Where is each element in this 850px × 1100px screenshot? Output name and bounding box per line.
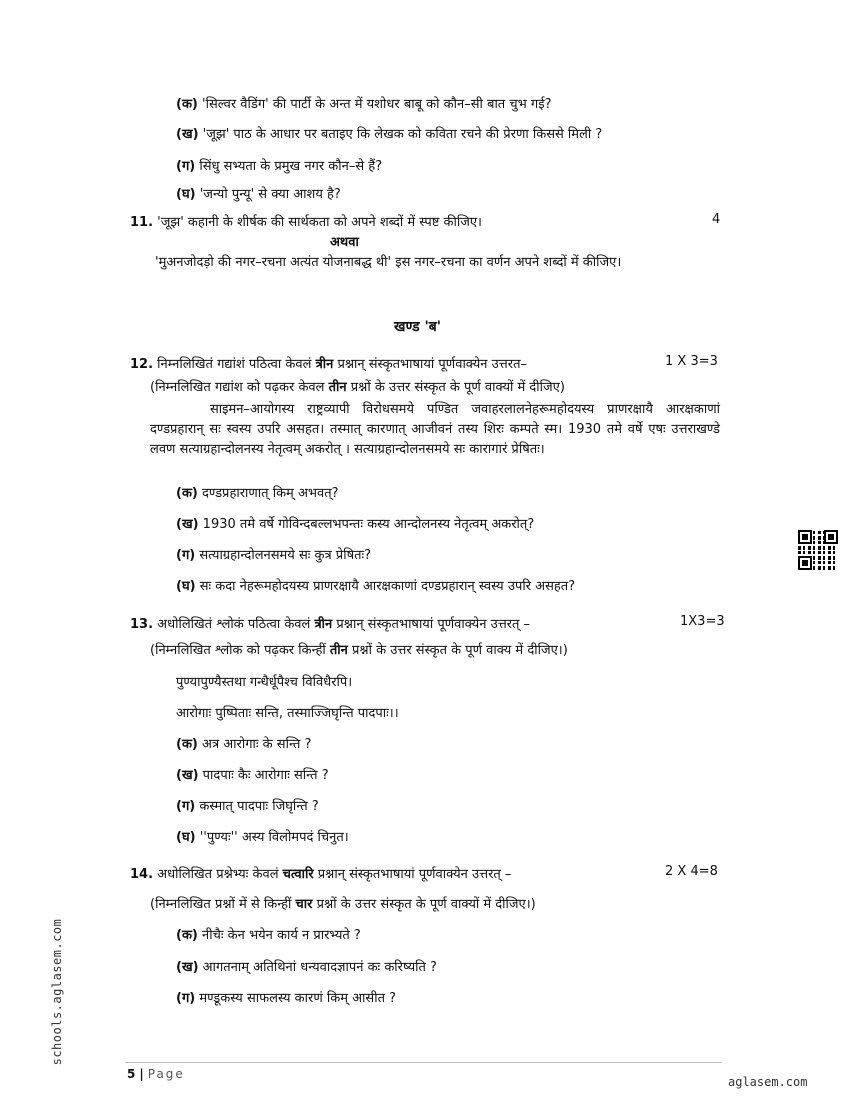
question-11: 11. 'जूझ' कहानी के शीर्षक की सार्थकता को अपने शब्दों में स्पष्ट कीजिए। bbox=[130, 215, 482, 230]
footer-divider bbox=[125, 1062, 722, 1063]
sub-question-c: (ग) सिंधु सभ्यता के प्रमुख नगर कौन–से हैं? bbox=[176, 159, 383, 174]
question-13-sub-a: (क) अत्र आरोगाः के सन्ति ? bbox=[176, 737, 312, 752]
question-13-sub-c: (ग) कस्मात् पादपाः जिघृन्ति ? bbox=[176, 799, 319, 814]
question-13-instruction: 13. अधोलिखितं श्लोकं पठित्वा केवलं त्रीन प्रश्नान् संस्कृतभाषायां पूर्णवाक्येन उत्तरत् – bbox=[130, 617, 531, 632]
question-13-marks: 1X3=3 bbox=[680, 614, 725, 629]
question-11-alternative: 'मुअनजोदड़ो की नगर–रचना अत्यंत योजनाबद्ध थी' इस नगर–रचना का वर्णन अपने शब्दों में कीजिए। bbox=[155, 255, 622, 270]
question-12-sub-b: (ख) 1930 तमे वर्षे गोविन्दबल्लभपन्तः कस्य आन्दोलनस्य नेतृत्वम् अकरोत्? bbox=[176, 517, 535, 532]
question-12-instruction: 12. निम्नलिखितं गद्यांशं पठित्वा केवलं त्रीन प्रश्नान् संस्कृतभाषायां पूर्णवाक्येन उत्तरत– bbox=[130, 357, 527, 372]
question-12-hindi-instruction: (निम्नलिखित गद्यांश को पढ़कर केवल तीन प्रश्नों के उत्तर संस्कृत के पूर्ण वाक्यों में दीजिए) bbox=[150, 380, 565, 395]
question-14-marks: 2 X 4=8 bbox=[665, 864, 718, 879]
sub-question-d: (घ) 'जन्यो पुन्यू' से क्या आशय है? bbox=[176, 187, 341, 202]
question-14-sub-b: (ख) आगतनाम् अतिथिनां धन्यवादज्ञापनं कः करिष्यति ? bbox=[176, 960, 437, 975]
question-13-sub-d: (घ) ''पुण्यः'' अस्य विलोमपदं चिनुत। bbox=[176, 830, 349, 845]
verse-line-1: पुण्यापुण्यैस्तथा गन्धैर्धूपैश्च विविधैरपि। bbox=[176, 675, 353, 690]
or-label: अथवा bbox=[330, 235, 359, 250]
question-12-marks: 1 X 3=3 bbox=[665, 354, 718, 369]
section-b-title: खण्ड 'ब' bbox=[394, 319, 442, 335]
bottom-watermark: aglasem.com bbox=[728, 1075, 808, 1089]
sub-question-a: (क) 'सिल्वर वैडिंग' की पार्टी के अन्त में यशोधर बाबू को कौन–सी बात चुभ गई? bbox=[176, 97, 552, 112]
side-watermark: schools.aglasem.com bbox=[50, 918, 64, 1066]
sub-question-b: (ख) 'जूझ' पाठ के आधार पर बताइए कि लेखक को कविता रचने की प्रेरणा किससे मिली ? bbox=[176, 127, 603, 142]
page-footer: 5 | Page bbox=[127, 1067, 185, 1081]
question-12-sub-d: (घ) सः कदा नेहरूमहोदयस्य प्राणरक्षायै आरक्षकाणां दण्डप्रहारान् स्वस्य उपरि असहत? bbox=[176, 579, 576, 594]
question-12-sub-a: (क) दण्डप्रहाराणात् किम् अभवत्? bbox=[176, 486, 339, 501]
question-11-marks: 4 bbox=[712, 212, 721, 227]
question-14-instruction: 14. अधोलिखित प्रश्नेभ्यः केवलं चत्वारि प्रश्नान् संस्कृतभाषायां पूर्णवाक्येन उत्तरत् – bbox=[130, 867, 512, 882]
question-13-hindi-instruction: (निम्नलिखित श्लोक को पढ़कर किन्हीं तीन प्रश्नों के उत्तर संस्कृत के पूर्ण वाक्य में दीजिए।) bbox=[150, 643, 568, 658]
question-12-sub-c: (ग) सत्याग्रहान्दोलनसमये सः कुत्र प्रेषितः? bbox=[176, 548, 372, 563]
question-14-sub-c: (ग) मण्डूकस्य साफलस्य कारणं किम् आसीत ? bbox=[176, 991, 397, 1006]
question-12-passage: साइमन–आयोगस्य राष्ट्रव्यापी विरोधसमये पण्डित जवाहरलालनेहरूमहोदयस्य प्राणरक्षायै आरक्षकाणां दण्डप्रहारान् सः स्वस्य उपरि असहत। तस्मात् कारणात् आजीवनं तस्य शिरः कम्पते स्म। 1930 तमे वर्षे एषः उत्तराखण्डे लवण सत्याग्रहान्दोलनस्य नेतृत्वम् अकरोत् । सत्याग्रहान्दोलनसमये सः कारागारं प्रेषितः। bbox=[150, 402, 720, 457]
question-13-sub-b: (ख) पादपाः कैः आरोगाः सन्ति ? bbox=[176, 768, 329, 783]
question-14-hindi-instruction: (निम्नलिखित प्रश्नों में से किन्हीं चार प्रश्नों के उत्तर संस्कृत के पूर्ण वाक्यों में दीजिए।) bbox=[150, 897, 536, 912]
qr-code bbox=[798, 530, 838, 570]
question-14-sub-a: (क) नीचैः केन भयेन कार्य न प्रारभ्यते ? bbox=[176, 928, 361, 943]
verse-line-2: आरोगाः पुष्पिताः सन्ति, तस्माज्जिघृन्ति पादपाः।। bbox=[176, 706, 399, 721]
